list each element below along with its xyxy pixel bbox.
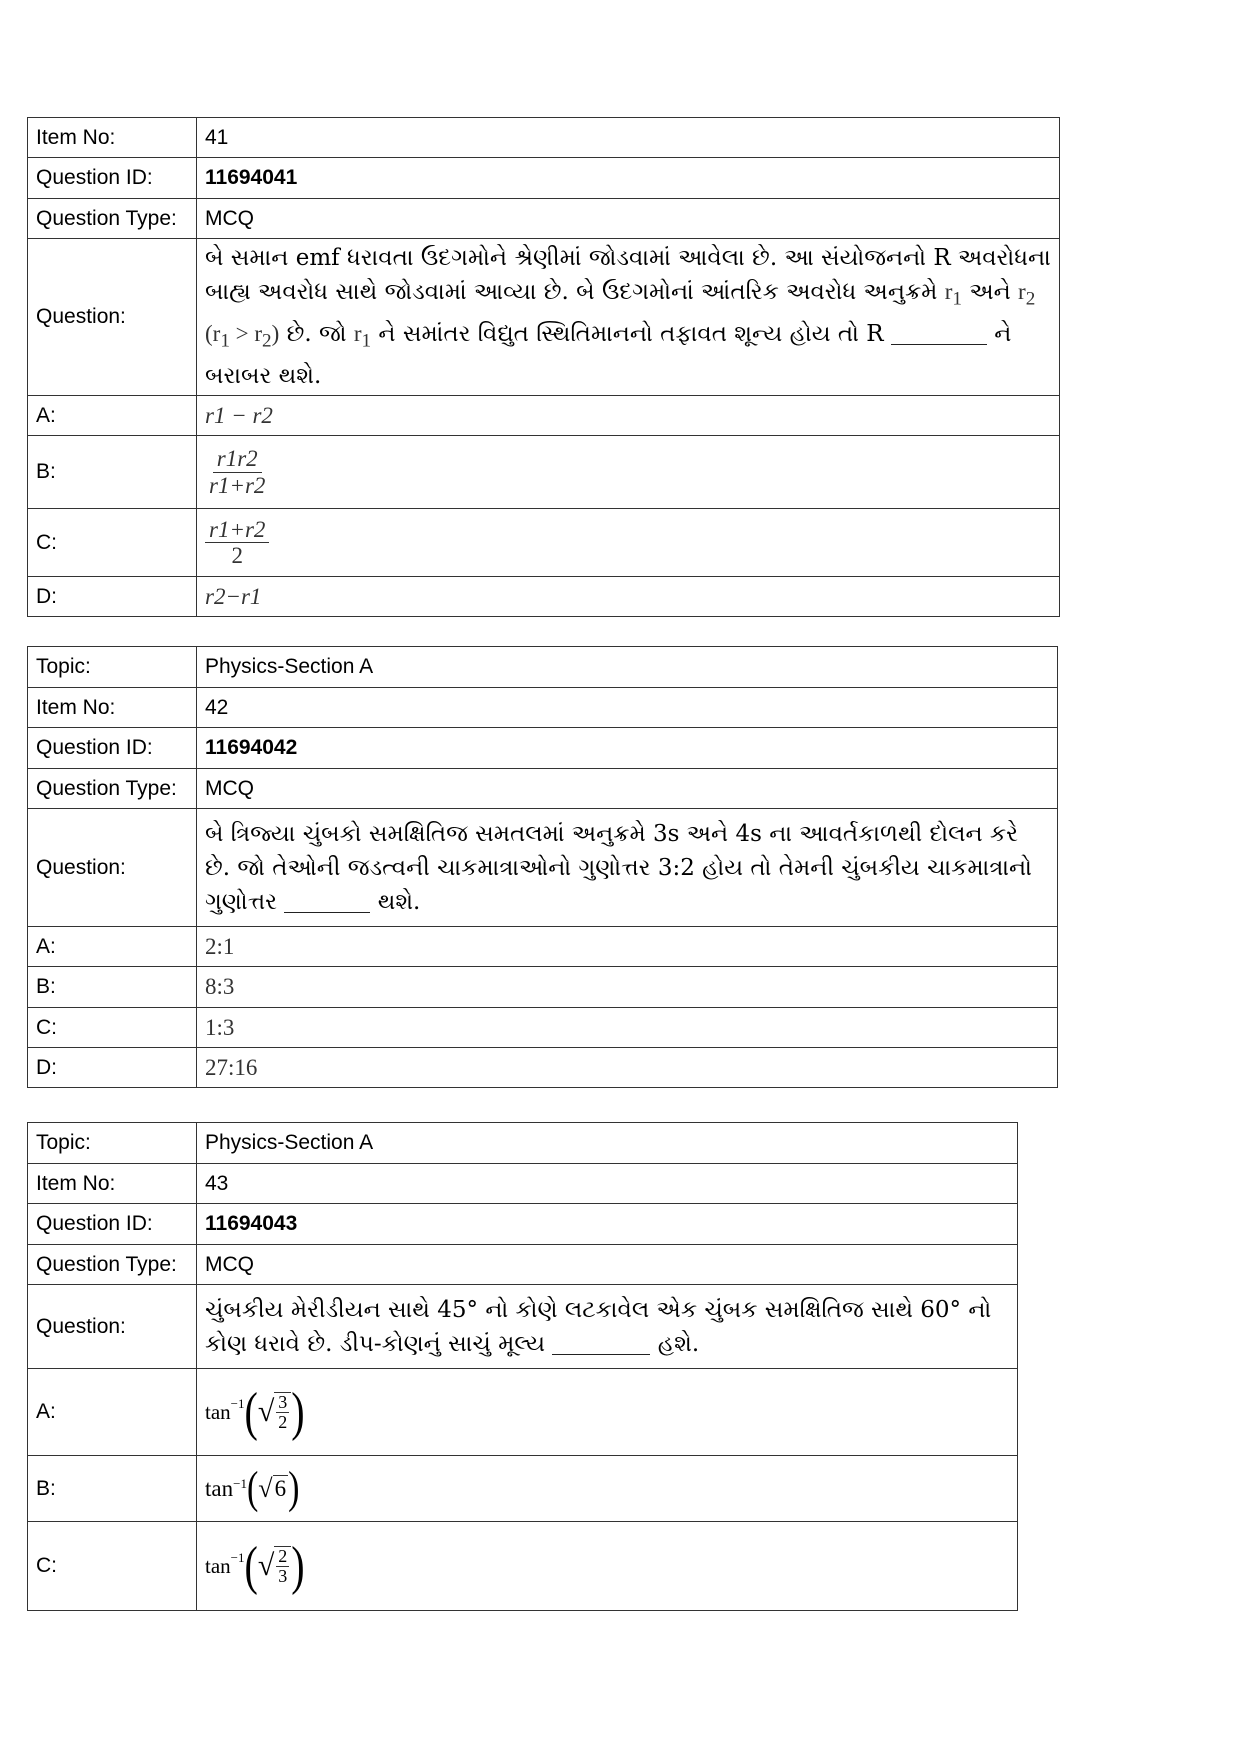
question-text xyxy=(197,809,1058,927)
option-c-numerator: 2 xyxy=(278,1546,288,1567)
option-c-value xyxy=(197,509,1060,577)
tan-text: tan xyxy=(205,1553,231,1578)
question-type-value: MCQ xyxy=(197,199,1060,239)
item-no-label: Item No: xyxy=(28,118,197,158)
item-no-label: Item No: xyxy=(28,688,197,728)
option-a-value: 2:1 xyxy=(197,927,1058,967)
question-type-label: Question Type: xyxy=(28,769,197,809)
question-label: Question: xyxy=(28,1285,197,1369)
option-b-label: B: xyxy=(28,436,197,509)
option-c-numerator: r1+r2 xyxy=(205,517,269,543)
question-table-42 xyxy=(27,646,1058,1088)
question-type-label: Question Type: xyxy=(28,199,197,239)
option-d-value: 27:16 xyxy=(197,1048,1058,1088)
question-type-label: Question Type: xyxy=(28,1245,197,1285)
topic-label: Topic: xyxy=(28,647,197,688)
question-id-value: 11694043 xyxy=(197,1204,1018,1245)
option-c-denominator: 3 xyxy=(278,1566,288,1586)
option-a-value: r1 − r2 xyxy=(197,396,1060,436)
item-no-value: 42 xyxy=(197,688,1058,728)
item-no-value: 41 xyxy=(197,118,1060,158)
question-text-and: અને xyxy=(969,279,1011,306)
topic-label: Topic: xyxy=(28,1123,197,1164)
option-a-numerator: 3 xyxy=(278,1392,288,1413)
question-type-value: MCQ xyxy=(197,1245,1018,1285)
question-text-part2: હશે. xyxy=(657,1330,700,1357)
question-id-value: 11694042 xyxy=(197,728,1058,769)
question-label: Question: xyxy=(28,809,197,927)
question-text-part1: બે સમાન emf ધરાવતા ઉદગમોને શ્રેણીમાં જોડવામાં આવેલા છે. આ સંયોજનનો R અવરોધના બાહ્ય અવરોધ સાથે જોડવામાં આવ્યા છે. બે ઉદગમોનાં આંતરિક અવરોધ અનુક્રમે xyxy=(205,245,1051,306)
option-a-value: tan $^{-1}$ ( √ $\frac{3}{2}$ ) xyxy=(197,1369,1018,1456)
inverse-exponent: −1 xyxy=(233,1475,247,1491)
tan-text: tan xyxy=(205,1475,234,1501)
option-a-denominator: 2 xyxy=(278,1412,288,1432)
option-c-label: C: xyxy=(28,1522,197,1611)
option-b-radicand: 6 xyxy=(274,1476,287,1501)
item-no-value: 43 xyxy=(197,1164,1018,1204)
option-a-label: A: xyxy=(28,927,197,967)
answer-blank xyxy=(284,911,370,913)
option-a-label: A: xyxy=(28,396,197,436)
option-d-label: D: xyxy=(28,1048,197,1088)
option-b-value: 8:3 xyxy=(197,967,1058,1008)
option-b-value xyxy=(197,436,1060,509)
question-table-41 xyxy=(27,117,1060,617)
option-c-value: tan $^{-1}$ ( √ $\frac{2}{3}$ ) xyxy=(197,1522,1018,1611)
answer-blank xyxy=(552,1353,650,1355)
tan-text: tan xyxy=(205,1399,231,1424)
question-id-value: 11694041 xyxy=(197,158,1060,199)
question-label: Question: xyxy=(28,239,197,396)
question-text xyxy=(197,1285,1018,1369)
inverse-exponent: −1 xyxy=(230,1396,245,1411)
question-text-part4: ને બરાબર થશે. xyxy=(205,321,1012,389)
question-id-label: Question ID: xyxy=(28,158,197,199)
inverse-exponent: −1 xyxy=(230,1550,245,1565)
item-no-label: Item No: xyxy=(28,1164,197,1204)
question-text-part1: ચુંબકીય મેરીડીયન સાથે 45° નો કોણે લટકાવેલ એક ચુંબક સમક્ષિતિજ સાથે 60° નો કોણ ધરાવે છે. ડીપ-કોણનું સાચું મૂલ્ય xyxy=(205,1296,992,1357)
question-text-part1: બે ત્રિજ્યા ચુંબકો સમક્ષિતિજ સમતલમાં અનુક્રમે 3s અને 4s ના આવર્તકાળથી દોલન કરે છે. જો તેઓની જડત્વની ચાકમાત્રાઓનો ગુણોત્તર 3:2 હોય તો તેમની ચુંબકીય ચાકમાત્રાનો ગુણોત્તર xyxy=(205,820,1032,915)
question-id-label: Question ID: xyxy=(28,728,197,769)
option-c-label: C: xyxy=(28,1008,197,1048)
option-b-label: B: xyxy=(28,967,197,1008)
option-c-label: C: xyxy=(28,509,197,577)
option-b-numerator: r1r2 xyxy=(213,446,262,472)
question-text-part2: છે. જો xyxy=(286,321,347,347)
topic-value: Physics-Section A xyxy=(197,647,1058,688)
question-text-part2: થશે. xyxy=(377,888,421,915)
question-table-43 xyxy=(27,1122,1018,1611)
question-text-part3: ને સમાંતર વિદ્યુત સ્થિતિમાનનો તફાવત શૂન્ય હોય તો R xyxy=(378,321,884,347)
question-text: બે સમાન emf ધરાવતા ઉદગમોને શ્રેણીમાં જોડવામાં આવેલા છે. આ સંયોજનનો R અવરોધના બાહ્ય અવરોધ સાથે જોડવામાં આવ્યા છે. બે ઉદગમોનાં આંતરિક અવરોધ અનુક્રમે $r_1$ અને $r_2$ $(r_1 > r_2)$ છે. જો $r_1$ ને સમાંતર વિદ્યુત સ્થિતિમાનનો તફાવત શૂન્ય હોય તો R ને બરાબર થશે. xyxy=(197,239,1060,396)
option-c-value: 1:3 xyxy=(197,1008,1058,1048)
option-c-denominator: 2 xyxy=(231,543,243,568)
option-b-label: B: xyxy=(28,1456,197,1522)
option-d-label: D: xyxy=(28,577,197,617)
option-b-value: tan $^{-1}$ ( √ 6 ) xyxy=(197,1456,1018,1522)
topic-value: Physics-Section A xyxy=(197,1123,1018,1164)
question-id-label: Question ID: xyxy=(28,1204,197,1245)
option-a-label: A: xyxy=(28,1369,197,1456)
option-b-denominator: r1+r2 xyxy=(209,472,266,498)
question-type-value: MCQ xyxy=(197,769,1058,809)
option-d-value: r2−r1 xyxy=(197,577,1060,617)
answer-blank xyxy=(891,343,987,345)
